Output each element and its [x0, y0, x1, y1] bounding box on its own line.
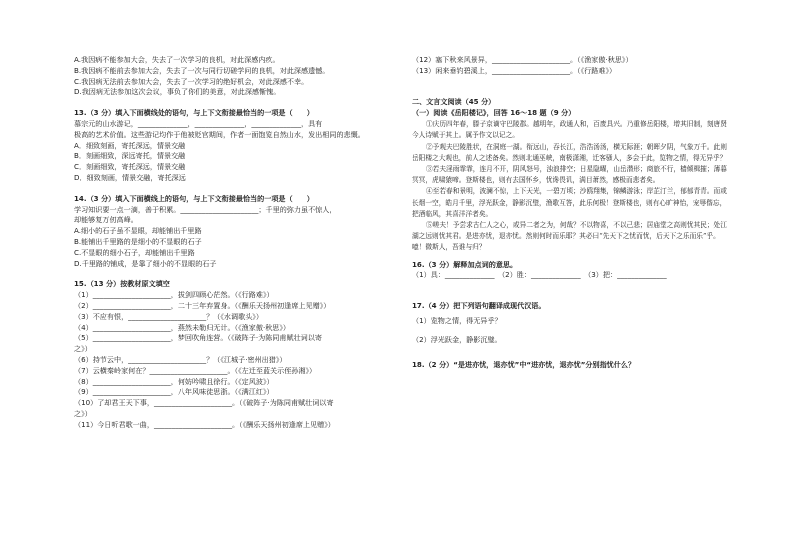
left-column — [74, 55, 390, 431]
blank-line: （12）塞下秋来风景异，______________________。（《渔家傲·秋思》） — [412, 55, 633, 64]
q15-blanks-continued — [412, 55, 730, 77]
blank-line: 之》） — [74, 344, 92, 354]
q15-title: 15.（13 分）按教材原文填空 — [74, 279, 170, 289]
q16-title: 16.（3 分）解释加点词的意思。 — [412, 259, 518, 269]
option-line: B.能铺出千里路的是细小的不显眼的石子 — [74, 236, 202, 246]
option-line: C．刻画细致，寄托深远，情景交融 — [74, 162, 186, 172]
passage-paragraph: ⑤嗟夫！予尝求古仁人之心，或异二者之为，何哉？不以物喜，不以己悲；居庙堂之高则忧其民；处江湖之远则忧其君。是进亦忧，退亦忧。然则何时而乐耶？其必曰“先天下之忧而忧，后天下之乐而乐”乎。噫！微斯人，吾谁与归？ — [412, 221, 727, 252]
blank-line: （11）今日听君歌一曲，______________________。（《酬乐天扬州初逢席上见赠》） — [74, 419, 335, 429]
blank-line: （8）______________________，何妨吟啸且徐行。（《定风波》） — [74, 376, 274, 386]
option-line: D.千里路的铺成，是靠了细小的不显眼的石子 — [74, 258, 217, 268]
blank-line: （3）不应有恨，______________________？（《水调歌头》） — [74, 311, 263, 321]
blank-line: 之》） — [74, 408, 92, 418]
passage-yueyanglou — [412, 119, 730, 253]
option-line: D.我因病无法参加这次会议，事负了你们的美意，对此深感惭愧。 — [74, 87, 281, 97]
option-line: A.我因病不能参加大会，失去了一次学习的良机，对此深感内疚。 — [74, 55, 280, 64]
stem-line: 学习知识要一点一滴，善于积累。______________________；千里的弥力虽不惊人， — [74, 204, 337, 214]
stem-line: 却能够复万仞高峰。 — [74, 215, 138, 225]
stem-line: 极高的艺术价值。这些游记均作于他被贬官期间，作者一面饱览自然山水，发出相同的悲慨。 — [74, 129, 365, 139]
q14-title: 14.（3 分）填入下面横线上的语句，与上下文衔接最恰当的一项是（ ） — [74, 193, 314, 203]
option-line: A.细小的石子虽不显眼，却能铺出千里路 — [74, 226, 202, 236]
q14-options — [74, 226, 390, 269]
blank-line: （9）______________________，八年风味徒思浙。（《满江红》） — [74, 387, 274, 397]
passage-paragraph: ②予观夫巴陵胜状，在洞庭一湖。衔远山，吞长江，浩浩汤汤，横无际涯；朝晖夕阴，气象万千。此则岳阳楼之大观也，前人之述备矣。然则北通巫峡，南极潇湘，迁客骚人，多会于此，览物之情，得无异乎？ — [412, 142, 727, 162]
option-line: C.不显眼的细小石子，却能铺出千里路 — [74, 247, 195, 257]
passage-paragraph: ①庆历四年春，滕子京谪守巴陵郡。越明年，政通人和，百废具兴。乃重修岳阳楼，增其旧制，刻唐贤今人诗赋于其上。属予作文以记之。 — [412, 120, 727, 140]
blank-line: （13）闲来垂钓碧溪上，______________________。（《行路难》） — [412, 65, 617, 75]
q12-options — [74, 55, 390, 98]
blank-line: （7）云横秦岭家何在？______________________。（《左迁至蓝关示侄孙湘》） — [74, 365, 317, 375]
q14-stem — [74, 205, 390, 227]
blank-line: （6）持节云中，______________________？（《江城子·密州出猎》） — [74, 354, 287, 364]
option-line: C.我因病无法前去参加大会，失去了一次学习的绝好机会，对此深感不幸。 — [74, 76, 309, 86]
option-line: A．细致刻画，寄托深远，情景交融 — [74, 140, 186, 150]
section2-heading: 二、文言文阅读（45 分） — [412, 96, 496, 106]
q17-title: 17.（4 分）把下列语句翻译成现代汉语。 — [412, 301, 546, 311]
blank-line: （5）______________________，梦回吹角连营。（《破阵子·为陈同甫赋壮词以寄 — [74, 333, 322, 343]
stem-line: 慕宗元的山水游记，______________，______________，______________，具有 — [74, 118, 323, 128]
option-line: D．细致刻画，情景交融，寄托深远 — [74, 172, 186, 182]
section2-subheading: （一）阅读《岳阳楼记》，回答 16～18 题（9 分） — [412, 108, 576, 118]
q18-title: 18.（2 分）“是进亦忧，退亦忧”中“进亦忧，退亦忧”分别指忧什么？ — [412, 359, 636, 369]
q15-blanks — [74, 290, 390, 430]
right-column — [412, 55, 730, 370]
q17-item-2: （2）浮光跃金，静影沉璧。 — [412, 334, 502, 344]
passage-paragraph: ③若夫淫雨霏霏，连月不开，阴风怒号，浊浪排空；日星隐曜，山岳潜形；商旅不行，樯倾楫摧；薄暮冥冥，虎啸猿啼。登斯楼也，则有去国怀乡，忧谗畏讥，满目萧然，感极而悲者矣。 — [412, 165, 727, 185]
blank-line: （2）______________________，二十三年弃置身。（《酬乐天扬州初逢席上见赠》） — [74, 300, 331, 310]
q17-item-1: （1）览物之情，得无异乎？ — [412, 316, 502, 326]
q13-title: 13.（3 分）填入下面横线处的语句，与上下文衔接最恰当的一项是（ ） — [74, 108, 314, 118]
blank-line: （10）了却君王天下事，______________________。（《破阵子·为陈同甫赋壮词以寄 — [74, 398, 334, 408]
q13-options — [74, 141, 390, 184]
q13-stem — [74, 119, 390, 141]
blank-line: （1）______________________，拔剑四顾心茫然。（《行路难》） — [74, 290, 274, 300]
option-line: B．刻画细致，深远寄托，情景交融 — [74, 151, 186, 161]
blank-line: （4）______________________，燕然未勒归无计。（《渔家傲·秋思》） — [74, 322, 291, 332]
passage-paragraph: ④至若春和景明，波澜不惊，上下天光，一碧万顷；沙鸥翔集，锦鳞游泳；岸芷汀兰，郁郁青青。而或长烟一空，皓月千里，浮光跃金，静影沉璧，渔歌互答，此乐何极！登斯楼也，则有心旷神怡，宠辱偕忘，把酒临风，其喜洋洋者矣。 — [412, 187, 727, 218]
q16-items: （1）具：______________ （2）胜：______________ （3）把：______________ — [412, 270, 667, 280]
option-line: B.我因病不能前去参加大会，失去了一次与同行切磋学问的良机，对此深感遗憾。 — [74, 65, 330, 75]
